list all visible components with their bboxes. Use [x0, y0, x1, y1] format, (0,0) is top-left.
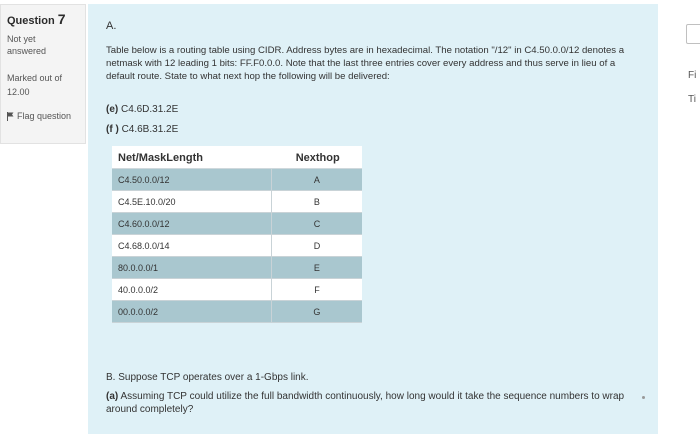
- status-line-2: answered: [7, 46, 47, 56]
- part-b-label: B. Suppose TCP operates over a 1-Gbps link.: [106, 372, 309, 383]
- nexthop-cell: G: [271, 301, 362, 323]
- table-row: [112, 301, 362, 323]
- marks-label: Marked out of: [7, 73, 63, 83]
- routing-table-header: [112, 146, 362, 169]
- nexthop-cell: C: [271, 213, 362, 235]
- net-cell: C4.60.0.0/12: [112, 213, 271, 235]
- flag-question-label: Flag question: [17, 111, 72, 121]
- routing-table: [112, 146, 362, 323]
- flag-icon: [7, 112, 14, 121]
- question-content: [88, 4, 658, 434]
- destination-e: [106, 104, 178, 115]
- destination-f-label: (f ): [106, 124, 119, 135]
- nexthop-cell: B: [271, 191, 362, 213]
- table-row: [112, 279, 362, 301]
- nexthop-cell: E: [271, 257, 362, 279]
- question-marks: [7, 71, 85, 99]
- table-row: [112, 213, 362, 235]
- header-net-mask: Net/MaskLength: [112, 146, 271, 169]
- right-side-panel: [658, 0, 700, 434]
- edge-label-fi: Fi: [688, 70, 697, 81]
- navigation-box[interactable]: [686, 24, 700, 44]
- question-status: [7, 33, 85, 57]
- table-row: [112, 235, 362, 257]
- net-cell: C4.50.0.0/12: [112, 169, 271, 191]
- status-line-1: Not yet: [7, 34, 36, 44]
- nexthop-cell: A: [271, 169, 362, 191]
- marks-value: 12.00: [7, 87, 30, 97]
- part-a-label: A.: [106, 20, 117, 32]
- part-a-intro: Table below is a routing table using CIDR. Address bytes are in hexadecimal. The notation "/12" in C4.50.0.0/12 denotes a netmask with 12 leading 1 bits: FF.F0.0.0. Note that the last three entries cover every address and thus serve in lieu of a default route. State to what next hop the following will be delivered:: [106, 45, 625, 82]
- net-cell: 40.0.0.0/2: [112, 279, 271, 301]
- net-cell: C4.68.0.0/14: [112, 235, 271, 257]
- part-b-question-label: (a): [106, 391, 119, 402]
- question-number: 7: [57, 11, 66, 27]
- table-row: [112, 169, 362, 191]
- edge-label-t: Ti: [688, 94, 696, 105]
- table-row: [112, 257, 362, 279]
- question-label: Question: [7, 15, 55, 27]
- question-info-panel: [0, 4, 86, 144]
- destination-e-label: (e): [106, 104, 119, 115]
- header-nexthop: Nexthop: [271, 146, 362, 169]
- part-b-question: [106, 390, 626, 416]
- part-b-question-text: Assuming TCP could utilize the full bandwidth continuously, how long would it take the sequence numbers to wrap around completely?: [106, 391, 625, 415]
- destination-f: [106, 124, 178, 135]
- flag-question-link[interactable]: [7, 111, 85, 121]
- nexthop-cell: F: [271, 279, 362, 301]
- scroll-indicator-dot: [642, 396, 645, 399]
- destination-f-value: C4.6B.31.2E: [121, 124, 179, 135]
- table-row: [112, 191, 362, 213]
- nexthop-cell: D: [271, 235, 362, 257]
- question-title: [7, 11, 85, 27]
- net-cell: 80.0.0.0/1: [112, 257, 271, 279]
- net-cell: C4.5E.10.0/20: [112, 191, 271, 213]
- net-cell: 00.0.0.0/2: [112, 301, 271, 323]
- destination-e-value: C4.6D.31.2E: [121, 104, 179, 115]
